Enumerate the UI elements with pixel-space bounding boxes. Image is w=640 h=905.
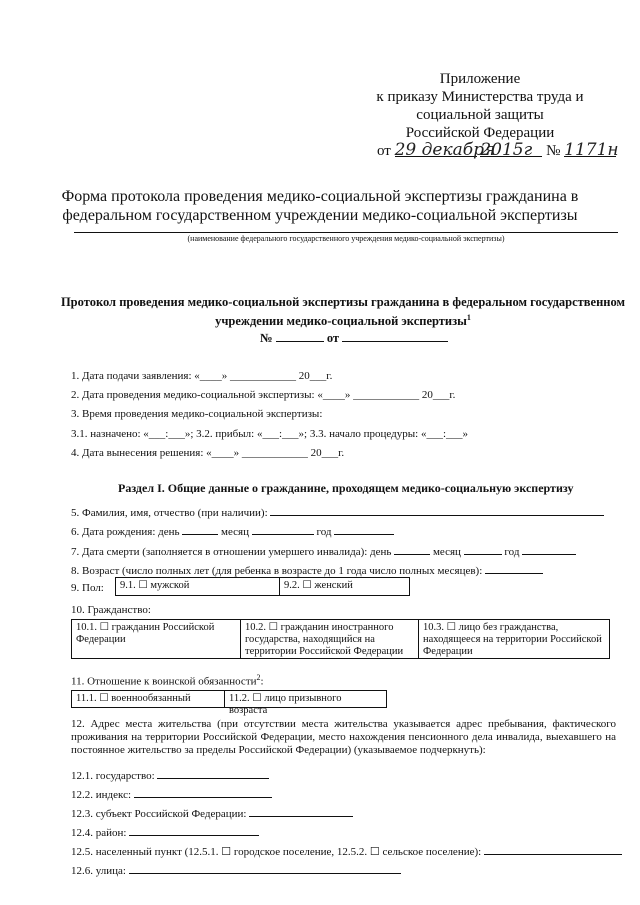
field-12-4-blank bbox=[129, 823, 259, 836]
order-number-sign: № bbox=[546, 143, 561, 159]
institution-name-line bbox=[74, 232, 618, 233]
appendix-line4: Российской Федерации bbox=[405, 125, 555, 141]
field-6-month-blank bbox=[252, 522, 314, 535]
military-liable-option[interactable]: 11.1. ☐ военнообязанный bbox=[76, 693, 191, 704]
citizenship-foreign-option[interactable]: 10.2. ☐ гражданин иностранного государства, находящийся на территории Российской Федерации bbox=[240, 620, 418, 658]
order-number-handwritten: 1171н bbox=[564, 140, 619, 160]
protocol-title-line2: учреждении медико-социальной экспертизы$^1$ bbox=[215, 313, 471, 329]
field-7-year-label: год bbox=[504, 546, 520, 558]
appendix-line3: социальной защиты bbox=[416, 107, 544, 123]
field-12-6-blank bbox=[129, 861, 401, 874]
footnote-marker-2: 2 bbox=[256, 673, 261, 682]
field-7-month-label: месяц bbox=[432, 546, 461, 558]
field-12-address-instructions: 12. Адрес места жительства (при отсутствии места жительства указывается адрес пребывания, фактического проживания на территории Российской Федерации, место нахождения пенсионного дела инвалида, выехавшего на постоянное жительство за пределы Российской Федерации) (указываемое подчеркнуть): bbox=[71, 718, 616, 756]
field-12-1-country: 12.1. государство: bbox=[71, 766, 269, 782]
field-6-year-label: год bbox=[316, 526, 332, 538]
field-7-day-blank bbox=[394, 542, 430, 555]
field-7-year-blank bbox=[522, 542, 576, 555]
form-title-line1: Форма протокола проведения медико-социальной экспертизы гражданина в bbox=[61, 188, 579, 205]
citizenship-russian-option[interactable]: 10.1. ☐ гражданин Российской Федерации bbox=[76, 622, 215, 645]
field-3-times: 3.1. назначено: «___:___»; 3.2. прибыл: «___:___»; 3.3. начало процедуры: «___:___» bbox=[71, 428, 469, 440]
form-title bbox=[0, 187, 640, 225]
field-11-label: 11. Отношение к воинской обязанности$^2$: bbox=[71, 673, 264, 688]
order-from: от bbox=[377, 143, 391, 159]
field-5-label: 5. Фамилия, имя, отчество (при наличии): bbox=[71, 507, 268, 519]
protocol-number-line bbox=[260, 329, 448, 346]
appendix-line2: к приказу Министерства труда и bbox=[376, 89, 584, 105]
field-12-1-blank bbox=[157, 766, 269, 779]
appendix-header bbox=[360, 70, 600, 142]
protocol-from: от bbox=[326, 331, 340, 345]
protocol-number-sign: № bbox=[260, 331, 273, 345]
field-12-4-district: 12.4. район: bbox=[71, 823, 259, 839]
field-1-application-date: 1. Дата подачи заявления: «____» ____________ 20___г. bbox=[71, 370, 333, 382]
field-5-blank bbox=[270, 503, 604, 516]
section-1-title: Раздел I. Общие данные о гражданине, проходящем медико-социальную экспертизу bbox=[118, 481, 574, 495]
field-12-3-blank bbox=[249, 804, 353, 817]
protocol-title-line1: Протокол проведения медико-социальной экспертизы гражданина в федеральном государственном bbox=[60, 295, 626, 309]
field-12-3-region: 12.3. субъект Российской Федерации: bbox=[71, 804, 353, 820]
field-6-birth-date bbox=[71, 522, 394, 538]
field-10-citizenship-table bbox=[71, 619, 610, 659]
field-7-death-date bbox=[71, 542, 576, 558]
field-12-2-postcode: 12.2. индекс: bbox=[71, 785, 272, 801]
field-10-label: 10. Гражданство: bbox=[71, 604, 151, 616]
field-12-5-locality: 12.5. населенный пункт (12.5.1. ☐ городское поселение, 12.5.2. ☐ сельское поселение): bbox=[71, 842, 622, 858]
appendix-line1: Приложение bbox=[439, 71, 521, 87]
field-6-day-blank bbox=[182, 522, 218, 535]
field-12-6-street: 12.6. улица: bbox=[71, 861, 401, 877]
gender-male-option[interactable]: 9.1. ☐ мужской bbox=[120, 580, 190, 591]
field-8-blank bbox=[485, 561, 543, 574]
field-6-year-blank bbox=[334, 522, 394, 535]
field-11-military-table bbox=[71, 690, 387, 716]
field-7-day-label: 7. Дата смерти (заполняется в отношении умершего инвалида): день bbox=[71, 546, 392, 558]
order-year-handwritten: 2015г bbox=[480, 140, 542, 157]
field-9-label: 9. Пол: bbox=[71, 582, 104, 594]
military-conscript-option[interactable]: 11.2. ☐ лицо призывного возраста bbox=[224, 691, 386, 707]
field-12-5-blank bbox=[484, 842, 622, 855]
field-2-exam-date: 2. Дата проведения медико-социальной экспертизы: «____» ____________ 20___г. bbox=[71, 389, 456, 401]
field-6-day-label: 6. Дата рождения: день bbox=[71, 526, 180, 538]
field-7-month-blank bbox=[464, 542, 502, 555]
field-6-month-label: месяц bbox=[221, 526, 249, 538]
field-12-2-blank bbox=[134, 785, 272, 798]
protocol-title bbox=[0, 294, 640, 329]
field-9-gender-table bbox=[115, 577, 410, 596]
order-date-handwritten: 29 декабря bbox=[394, 140, 496, 160]
gender-female-option[interactable]: 9.2. ☐ женский bbox=[279, 578, 409, 595]
protocol-date-blank bbox=[342, 329, 448, 342]
footnote-marker-1: 1 bbox=[466, 313, 471, 322]
field-5-full-name bbox=[71, 503, 604, 519]
field-4-decision-date: 4. Дата вынесения решения: «____» ____________ 20___г. bbox=[71, 447, 345, 459]
order-date-line bbox=[377, 140, 619, 160]
form-title-line2: федеральном государственном учреждении медико-социальной экспертизы bbox=[62, 207, 578, 224]
citizenship-stateless-option[interactable]: 10.3. ☐ лицо без гражданства, находящееся на территории Российской Федерации bbox=[418, 620, 609, 658]
institution-caption: (наименование федерального государственного учреждения медико-социальной экспертизы) bbox=[187, 234, 505, 243]
field-8-age bbox=[71, 561, 543, 577]
protocol-number-blank bbox=[276, 329, 324, 342]
field-8-label: 8. Возраст (число полных лет (для ребенка в возрасте до 1 года число полных месяцев): bbox=[71, 565, 483, 577]
field-3-exam-time: 3. Время проведения медико-социальной экспертизы: bbox=[71, 408, 323, 420]
